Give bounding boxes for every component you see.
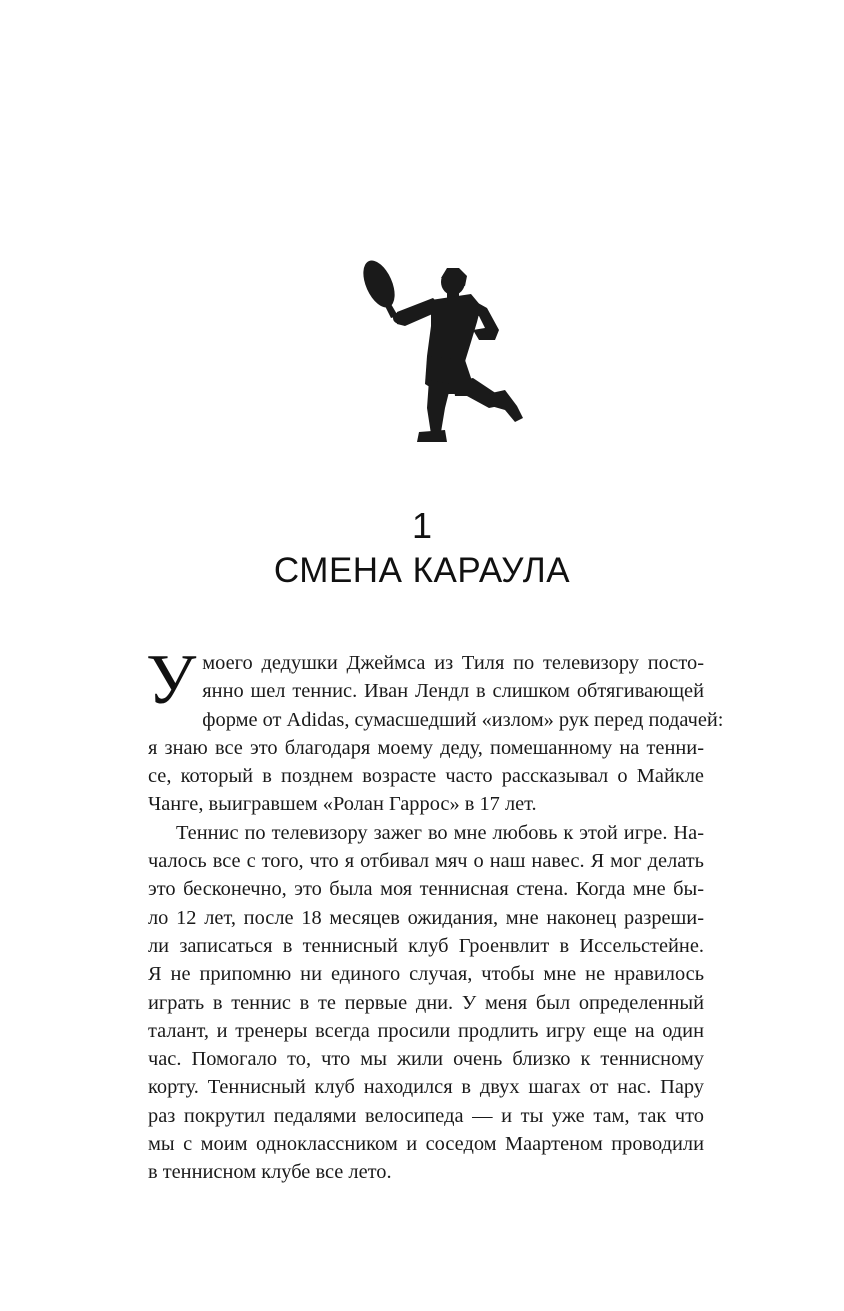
text-line: янно шел теннис. Иван Лендл в слишком обтягивающей: [202, 680, 704, 703]
text-line: играть в теннис в те первые дни. У меня был определенный: [148, 991, 704, 1014]
paragraph-2: [148, 819, 704, 1187]
text-line: я знаю все это благодаря моему деду, помешанному на тенни-: [148, 736, 704, 759]
drop-cap: У: [146, 641, 197, 719]
chapter-body: [146, 641, 724, 1187]
text-line: Я не припомню ни единого случая, чтобы мне не нравилось: [148, 963, 704, 986]
text-line: час. Помогало то, что мы жили очень близко к теннисному: [148, 1048, 704, 1071]
text-line: корту. Теннисный клуб находился в двух шагах от нас. Пару: [148, 1076, 704, 1099]
chapter-number: 1: [411, 505, 433, 546]
text-line: ло 12 лет, после 18 месяцев ожидания, мне наконец разреши-: [148, 906, 704, 929]
paragraph-1: [146, 641, 724, 819]
tennis-player-silhouette-icon: [355, 256, 530, 446]
chapter-title: СМЕНА КАРАУЛА: [273, 551, 571, 590]
text-line: форме от Adidas, сумасшедший «излом» рук перед подачей:: [202, 708, 724, 731]
text-line: мы с моим одноклассником и соседом Маартеном проводили: [148, 1133, 704, 1156]
text-line: это бесконечно, это была моя теннисная стена. Когда мне бы-: [148, 878, 704, 901]
text-line: моего дедушки Джеймса из Тиля по телевизору посто-: [202, 652, 704, 674]
text-line: се, который в позднем возрасте часто рассказывал о Майкле: [148, 765, 704, 788]
text-line: ли записаться в теннисный клуб Гроенвлит в Иссельстейне.: [148, 934, 704, 957]
text-line: чалось все с того, что я отбивал мяч о наш навес. Я мог делать: [148, 850, 704, 873]
text-line: раз покрутил педалями велосипеда — и ты уже там, так что: [148, 1104, 704, 1127]
text-line: в теннисном клубе все лето.: [148, 1161, 392, 1184]
text-line: Чанге, выигравшем «Ролан Гаррос» в 17 лет.: [148, 793, 537, 816]
text-line: талант, и тренеры всегда просили продлить игру еще на один: [148, 1019, 704, 1042]
text-line: Теннис по телевизору зажег во мне любовь к этой игре. На-: [176, 821, 704, 844]
